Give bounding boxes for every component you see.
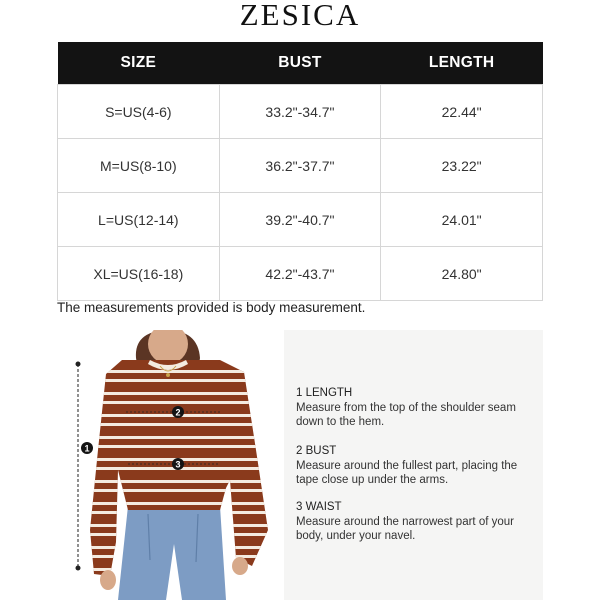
measurement-guide-panel <box>284 330 543 600</box>
guide-waist-title: 3 WAIST <box>296 501 342 513</box>
bust-cell: 39.2"-40.7" <box>219 193 381 247</box>
model-illustration <box>70 330 282 600</box>
size-chart-table <box>57 42 543 301</box>
table-row <box>58 139 543 193</box>
length-cell: 24.80" <box>381 247 543 301</box>
bust-cell: 33.2"-34.7" <box>219 85 381 139</box>
svg-text:3: 3 <box>175 459 181 470</box>
length-cell: 23.22" <box>381 139 543 193</box>
guide-waist-desc: Measure around the narrowest part of your body, under your navel. <box>296 515 514 542</box>
marker-bust <box>172 406 184 418</box>
size-cell: M=US(8-10) <box>58 139 220 193</box>
table-row <box>58 193 543 247</box>
header-length: LENGTH <box>381 42 543 85</box>
guide-length-desc: Measure from the top of the shoulder seam down to the hem. <box>296 401 516 428</box>
size-cell: S=US(4-6) <box>58 85 220 139</box>
size-cell: XL=US(16-18) <box>58 247 220 301</box>
guide-bust <box>296 444 536 488</box>
table-row <box>58 85 543 139</box>
size-cell: L=US(12-14) <box>58 193 220 247</box>
header-bust: BUST <box>219 42 381 85</box>
guide-waist <box>296 500 536 544</box>
guide-bust-desc: Measure around the fullest part, placing the tape close up under the arms. <box>296 459 518 486</box>
length-cell: 24.01" <box>381 193 543 247</box>
guide-bust-title: 2 BUST <box>296 445 337 457</box>
header-size: SIZE <box>58 42 220 85</box>
marker-waist <box>172 458 184 470</box>
bust-cell: 42.2"-43.7" <box>219 247 381 301</box>
brand-logo: ZESICA <box>239 0 361 32</box>
bust-cell: 36.2"-37.7" <box>219 139 381 193</box>
guide-length <box>296 386 536 430</box>
svg-text:1: 1 <box>84 443 90 454</box>
length-cell: 22.44" <box>381 85 543 139</box>
model-photo <box>70 330 282 600</box>
table-row <box>58 247 543 301</box>
svg-text:2: 2 <box>175 407 181 418</box>
marker-length <box>81 442 93 454</box>
guide-length-title: 1 LENGTH <box>296 387 353 399</box>
table-header-row <box>58 42 543 85</box>
measurement-note: The measurements provided is body measurement. <box>57 300 366 315</box>
